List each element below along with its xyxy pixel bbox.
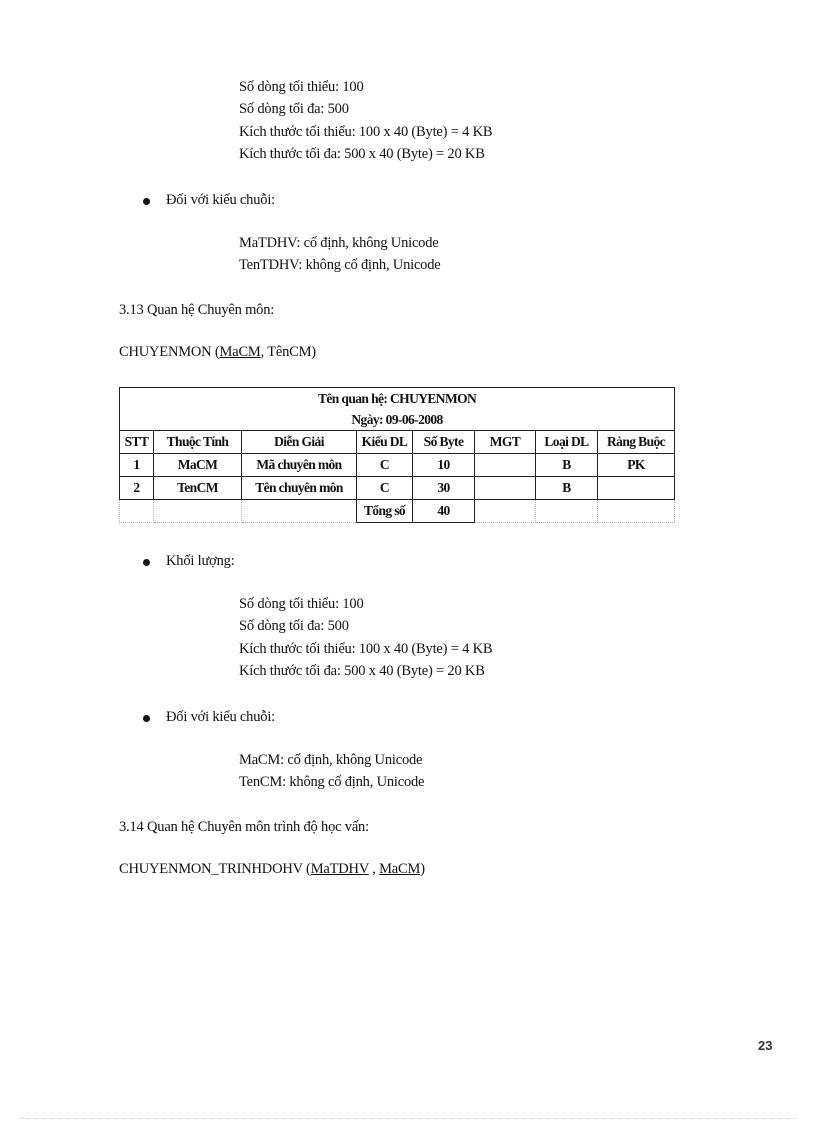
- table-cell: B: [536, 454, 598, 477]
- page-divider: [20, 1118, 796, 1119]
- relation-prefix: CHUYENMON (: [119, 344, 220, 360]
- table-cell: 10: [413, 454, 475, 477]
- section-heading-3-13: 3.13 Quan hệ Chuyên môn:: [119, 302, 275, 318]
- table-date: Ngày: 09-06-2008: [120, 409, 675, 431]
- header-cell: MGT: [475, 431, 536, 454]
- table-cell: 1: [120, 454, 154, 477]
- bullet-icon: [143, 559, 150, 566]
- section-heading-3-14: 3.14 Quan hệ Chuyên môn trình độ học vấn:: [119, 819, 369, 835]
- volume-min-rows: Số dòng tối thiểu: 100: [239, 596, 364, 612]
- volume-max-rows: Số dòng tối đa: 500: [239, 618, 349, 634]
- volume-bullet: Khối lượng:: [166, 553, 235, 569]
- table-cell: B: [536, 477, 598, 500]
- empty-cell: [242, 500, 357, 523]
- primary-key-2: MaCM: [379, 861, 421, 877]
- string-type-bullet-2: Đối với kiểu chuỗi:: [166, 709, 275, 725]
- table-cell: 2: [120, 477, 154, 500]
- header-cell: Diễn Giải: [242, 431, 357, 454]
- table-cell: TenCM: [154, 477, 242, 500]
- total-label: Tổng số: [357, 500, 413, 523]
- min-size-text: Kích thước tối thiểu: 100 x 40 (Byte) = 4 KB: [239, 124, 493, 140]
- volume-min-size: Kích thước tối thiểu: 100 x 40 (Byte) = 4 KB: [239, 641, 493, 657]
- table-cell: Mã chuyên môn: [242, 454, 357, 477]
- header-cell: Loại DL: [536, 431, 598, 454]
- table-cell: C: [357, 477, 413, 500]
- primary-key: MaCM: [219, 344, 261, 360]
- bullet-icon: [143, 715, 150, 722]
- relation-schema-chuyenmon: [119, 344, 316, 361]
- empty-cell: [154, 500, 242, 523]
- min-rows-text: Số dòng tối thiểu: 100: [239, 79, 364, 95]
- table-cell: [475, 477, 536, 500]
- relation-schema-chuyenmon-trinhdohv: [119, 861, 425, 878]
- table-title: Tên quan hệ: CHUYENMON: [120, 388, 675, 410]
- page-number: 23: [758, 1038, 773, 1053]
- relation-prefix: CHUYENMON_TRINHDOHV (: [119, 861, 311, 877]
- table-cell: 30: [413, 477, 475, 500]
- total-value: 40: [413, 500, 475, 523]
- empty-cell: [536, 500, 598, 523]
- string-type-line-1: MaCM: cố định, không Unicode: [239, 752, 423, 768]
- table-cell: Tên chuyên môn: [242, 477, 357, 500]
- relation-table: [119, 387, 675, 523]
- primary-key-1: MaTDHV: [310, 861, 369, 877]
- table-row: [120, 477, 675, 500]
- string-line-2: TenTDHV: không cố định, Unicode: [239, 257, 441, 273]
- table-cell: [475, 454, 536, 477]
- table-cell: PK: [598, 454, 675, 477]
- table-header-row: [120, 431, 675, 454]
- max-size-text: Kích thước tối đa: 500 x 40 (Byte) = 20 KB: [239, 146, 485, 162]
- table-cell: [598, 477, 675, 500]
- volume-max-size: Kích thước tối đa: 500 x 40 (Byte) = 20 KB: [239, 663, 485, 679]
- string-line-1: MaTDHV: cố định, không Unicode: [239, 235, 439, 251]
- header-cell: Kiểu DL: [357, 431, 413, 454]
- header-cell: Thuộc Tính: [154, 431, 242, 454]
- table-total-row: [120, 500, 675, 523]
- header-cell: STT: [120, 431, 154, 454]
- empty-cell: [475, 500, 536, 523]
- empty-cell: [598, 500, 675, 523]
- string-type-bullet: Đối với kiểu chuỗi:: [166, 192, 275, 208]
- table-cell: MaCM: [154, 454, 242, 477]
- max-rows-text: Số dòng tối đa: 500: [239, 101, 349, 117]
- empty-cell: [120, 500, 154, 523]
- relation-suffix: ): [420, 861, 425, 877]
- relation-suffix: , TênCM): [260, 344, 316, 360]
- relation-separator: ,: [368, 861, 380, 877]
- header-cell: Số Byte: [413, 431, 475, 454]
- string-type-line-2: TenCM: không cố định, Unicode: [239, 774, 425, 790]
- header-cell: Ràng Buộc: [598, 431, 675, 454]
- bullet-icon: [143, 198, 150, 205]
- table-cell: C: [357, 454, 413, 477]
- table-row: [120, 454, 675, 477]
